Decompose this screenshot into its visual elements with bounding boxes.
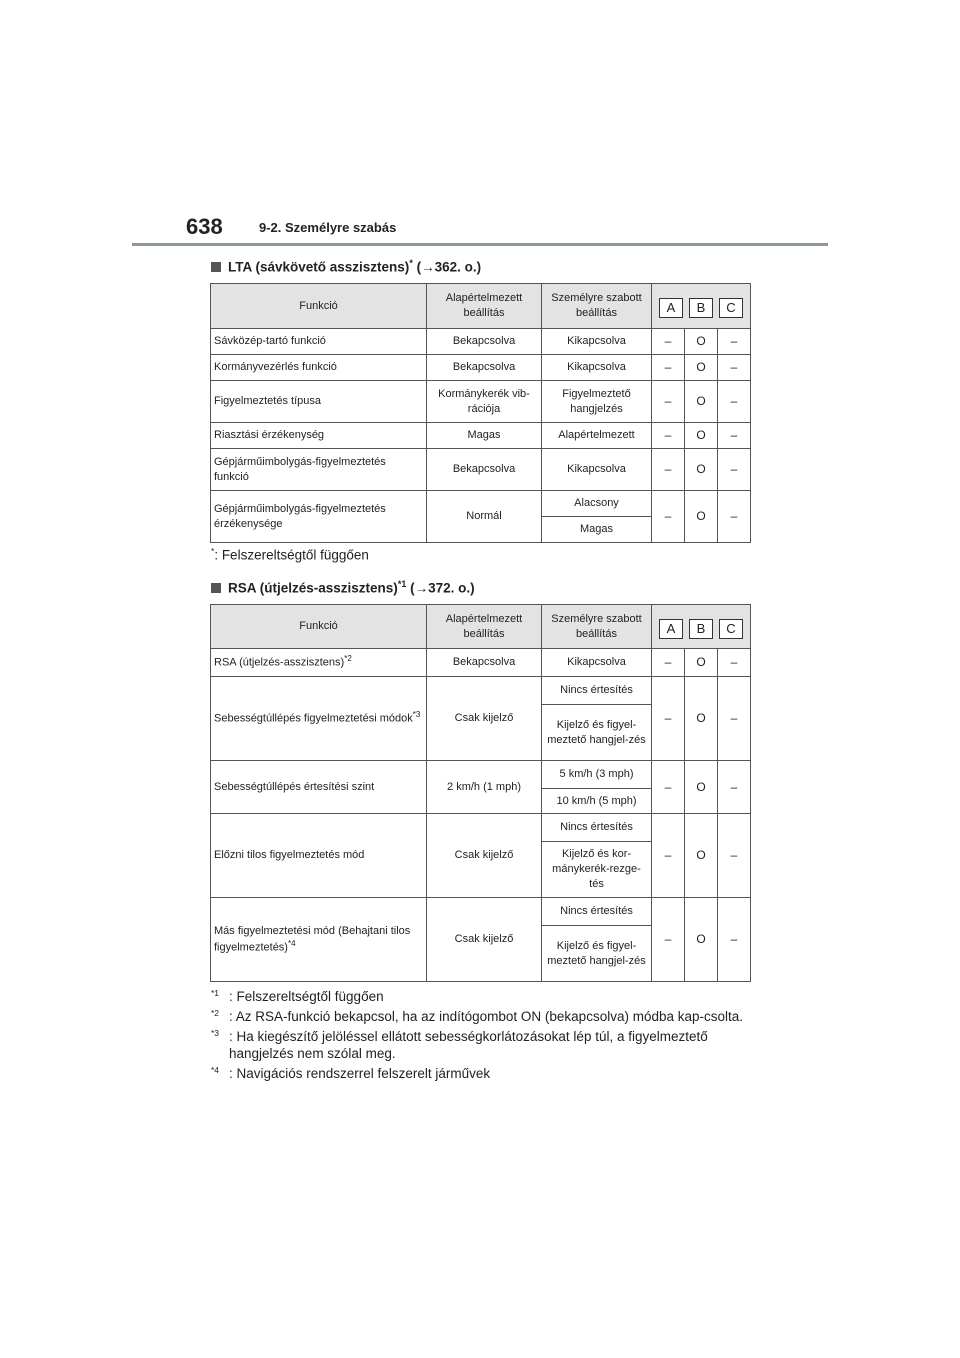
rsa-title-sup: *1 xyxy=(397,579,407,589)
lta-table xyxy=(210,283,751,543)
abc-box-a: A xyxy=(659,619,683,639)
cell-c: – xyxy=(718,381,751,423)
page-number: 638 xyxy=(186,214,223,239)
footnote-text: : Navigációs rendszerrel felszerelt járművek xyxy=(229,1066,491,1082)
table-row xyxy=(211,381,751,423)
footnote xyxy=(211,1008,751,1026)
footnote-mark: * xyxy=(211,546,215,556)
cell-a: – xyxy=(652,814,685,898)
cell-b: O xyxy=(685,814,718,898)
cell-c: – xyxy=(718,491,751,543)
abc-box-a: A xyxy=(659,298,683,318)
cell-b: O xyxy=(685,761,718,814)
cell-default: Kormánykerék vib-rációja xyxy=(427,381,542,423)
table-header-row xyxy=(211,284,751,329)
cell-function: Gépjárműimbolygás-figyelmeztetés funkció xyxy=(211,449,427,491)
cell-a: – xyxy=(652,449,685,491)
footnote-mark: *1 xyxy=(211,988,220,998)
table-header-row xyxy=(211,605,751,649)
table-row xyxy=(211,329,751,355)
lta-heading xyxy=(211,258,481,275)
cell-default: Csak kijelző xyxy=(427,898,542,982)
cell-a: – xyxy=(652,355,685,381)
cell-custom: Kikapcsolva xyxy=(542,329,652,355)
cell-b: O xyxy=(685,423,718,449)
cell-function: Sebességtúllépés értesítési szint xyxy=(211,761,427,814)
cell-b: O xyxy=(685,649,718,677)
cell-custom: Kikapcsolva xyxy=(542,649,652,677)
cell-b: O xyxy=(685,329,718,355)
cell-default: Csak kijelző xyxy=(427,814,542,898)
footnote-text: : Ha kiegészítő jelöléssel ellátott sebességkorlátozásokat lép túl, a figyelmeztető hangjelzés nem szólal meg. xyxy=(229,1028,708,1062)
footnote-mark: *4 xyxy=(211,1065,220,1076)
rsa-table xyxy=(210,604,751,982)
col-header-function: Funkció xyxy=(211,605,427,649)
cell-c: – xyxy=(718,355,751,381)
cell-a: – xyxy=(652,649,685,677)
col-header-function: Funkció xyxy=(211,284,427,329)
table-row xyxy=(211,649,751,677)
rsa-heading xyxy=(211,579,475,596)
cell-function-text: RSA (útjelzés-asszisztens) xyxy=(214,656,345,669)
cell-custom: Nincs értesítés xyxy=(542,677,652,705)
cell-custom: 5 km/h (3 mph) xyxy=(542,761,652,789)
cell-b: O xyxy=(685,381,718,423)
footnote-ref: *4 xyxy=(287,938,296,948)
cell-b: O xyxy=(685,677,718,761)
cell-function-text: Más figyelmeztetési mód (Behajtani tilos figyelmeztetés) xyxy=(214,924,411,954)
cell-a: – xyxy=(652,423,685,449)
cell-c: – xyxy=(718,898,751,982)
cell-function xyxy=(211,898,427,982)
cell-custom: Alapértelmezett xyxy=(542,423,652,449)
cell-default: Csak kijelző xyxy=(427,677,542,761)
bullet-square-icon xyxy=(211,262,221,272)
cell-default: Bekapcsolva xyxy=(427,329,542,355)
table-row xyxy=(211,491,751,517)
footnote xyxy=(211,988,751,1006)
cell-default: Magas xyxy=(427,423,542,449)
cell-function: Riasztási érzékenység xyxy=(211,423,427,449)
lta-title: LTA (sávkövető asszisztens) xyxy=(228,259,410,275)
cell-function-text: Sebességtúllépés figyelmeztetési módok xyxy=(214,712,413,725)
cell-default: Bekapcsolva xyxy=(427,449,542,491)
cell-a: – xyxy=(652,329,685,355)
lta-page-ref: (→362. o.) xyxy=(416,259,482,275)
section-title: 9-2. Személyre szabás xyxy=(259,220,397,235)
rsa-page-ref: (→372. o.) xyxy=(410,580,475,596)
footnote-text: : Felszereltségtől függően xyxy=(229,989,384,1004)
cell-function: Sávközép-tartó funkció xyxy=(211,329,427,355)
cell-custom: Kikapcsolva xyxy=(542,355,652,381)
cell-function xyxy=(211,649,427,677)
bullet-square-icon xyxy=(211,583,221,593)
col-header-default: Alapértelmezett beállítás xyxy=(427,605,542,649)
footnote xyxy=(211,1028,751,1064)
cell-custom: Magas xyxy=(542,517,652,543)
table-row xyxy=(211,898,751,926)
footnote-ref: *3 xyxy=(412,710,421,720)
cell-custom: Alacsony xyxy=(542,491,652,517)
cell-c: – xyxy=(718,761,751,814)
abc-box-b: B xyxy=(689,298,713,318)
cell-custom: Kijelző és figyel-meztető hangjel-zés xyxy=(542,705,652,761)
cell-a: – xyxy=(652,677,685,761)
cell-custom: Figyelmeztető hangjelzés xyxy=(542,381,652,423)
cell-custom: 10 km/h (5 mph) xyxy=(542,789,652,814)
cell-a: – xyxy=(652,381,685,423)
cell-function xyxy=(211,677,427,761)
table-row xyxy=(211,449,751,491)
cell-a: – xyxy=(652,761,685,814)
table-row xyxy=(211,355,751,381)
cell-c: – xyxy=(718,329,751,355)
cell-b: O xyxy=(685,449,718,491)
cell-c: – xyxy=(718,649,751,677)
cell-custom: Nincs értesítés xyxy=(542,898,652,926)
rsa-footnotes xyxy=(211,988,751,1085)
cell-function: Figyelmeztetés típusa xyxy=(211,381,427,423)
cell-function: Kormányvezérlés funkció xyxy=(211,355,427,381)
footnote-ref: *2 xyxy=(344,654,352,664)
cell-default: Bekapcsolva xyxy=(427,355,542,381)
table-row xyxy=(211,423,751,449)
abc-box-c: C xyxy=(719,619,743,639)
cell-custom: Nincs értesítés xyxy=(542,814,652,842)
table-row xyxy=(211,677,751,705)
cell-custom: Kijelző és kor-mánykerék-rezge-tés xyxy=(542,842,652,898)
table-row xyxy=(211,814,751,842)
abc-box-c: C xyxy=(719,298,743,318)
header-rule xyxy=(132,243,828,246)
cell-default: Bekapcsolva xyxy=(427,649,542,677)
col-header-abc xyxy=(652,284,751,329)
footnote-mark: *2 xyxy=(211,1007,220,1018)
col-header-custom: Személyre szabott beállítás xyxy=(542,605,652,649)
abc-box-b: B xyxy=(689,619,713,639)
cell-function: Előzni tilos figyelmeztetés mód xyxy=(211,814,427,898)
cell-a: – xyxy=(652,898,685,982)
rsa-title: RSA (útjelzés-asszisztens) xyxy=(228,580,398,596)
cell-custom: Kijelző és figyel-meztető hangjel-zés xyxy=(542,926,652,982)
cell-c: – xyxy=(718,814,751,898)
cell-default: Normál xyxy=(427,491,542,543)
cell-c: – xyxy=(718,449,751,491)
cell-b: O xyxy=(685,355,718,381)
col-header-custom: Személyre szabott beállítás xyxy=(542,284,652,329)
footnote-mark: *3 xyxy=(211,1027,220,1038)
footnote xyxy=(211,1065,751,1083)
lta-footnote xyxy=(211,546,369,565)
cell-b: O xyxy=(685,898,718,982)
lta-title-sup: * xyxy=(409,258,413,268)
cell-c: – xyxy=(718,423,751,449)
cell-a: – xyxy=(652,491,685,543)
col-header-default: Alapértelmezett beállítás xyxy=(427,284,542,329)
cell-c: – xyxy=(718,677,751,761)
footnote-text: : Az RSA-funkció bekapcsol, ha az indítógombot ON (bekapcsolva) módba kap-csolta. xyxy=(229,1008,744,1024)
col-header-abc xyxy=(652,605,751,649)
cell-b: O xyxy=(685,491,718,543)
cell-default: 2 km/h (1 mph) xyxy=(427,761,542,814)
table-row xyxy=(211,761,751,789)
cell-function: Gépjárműimbolygás-figyelmeztetés érzékenysége xyxy=(211,491,427,543)
footnote-text: : Felszereltségtől függően xyxy=(214,547,369,563)
cell-custom: Kikapcsolva xyxy=(542,449,652,491)
